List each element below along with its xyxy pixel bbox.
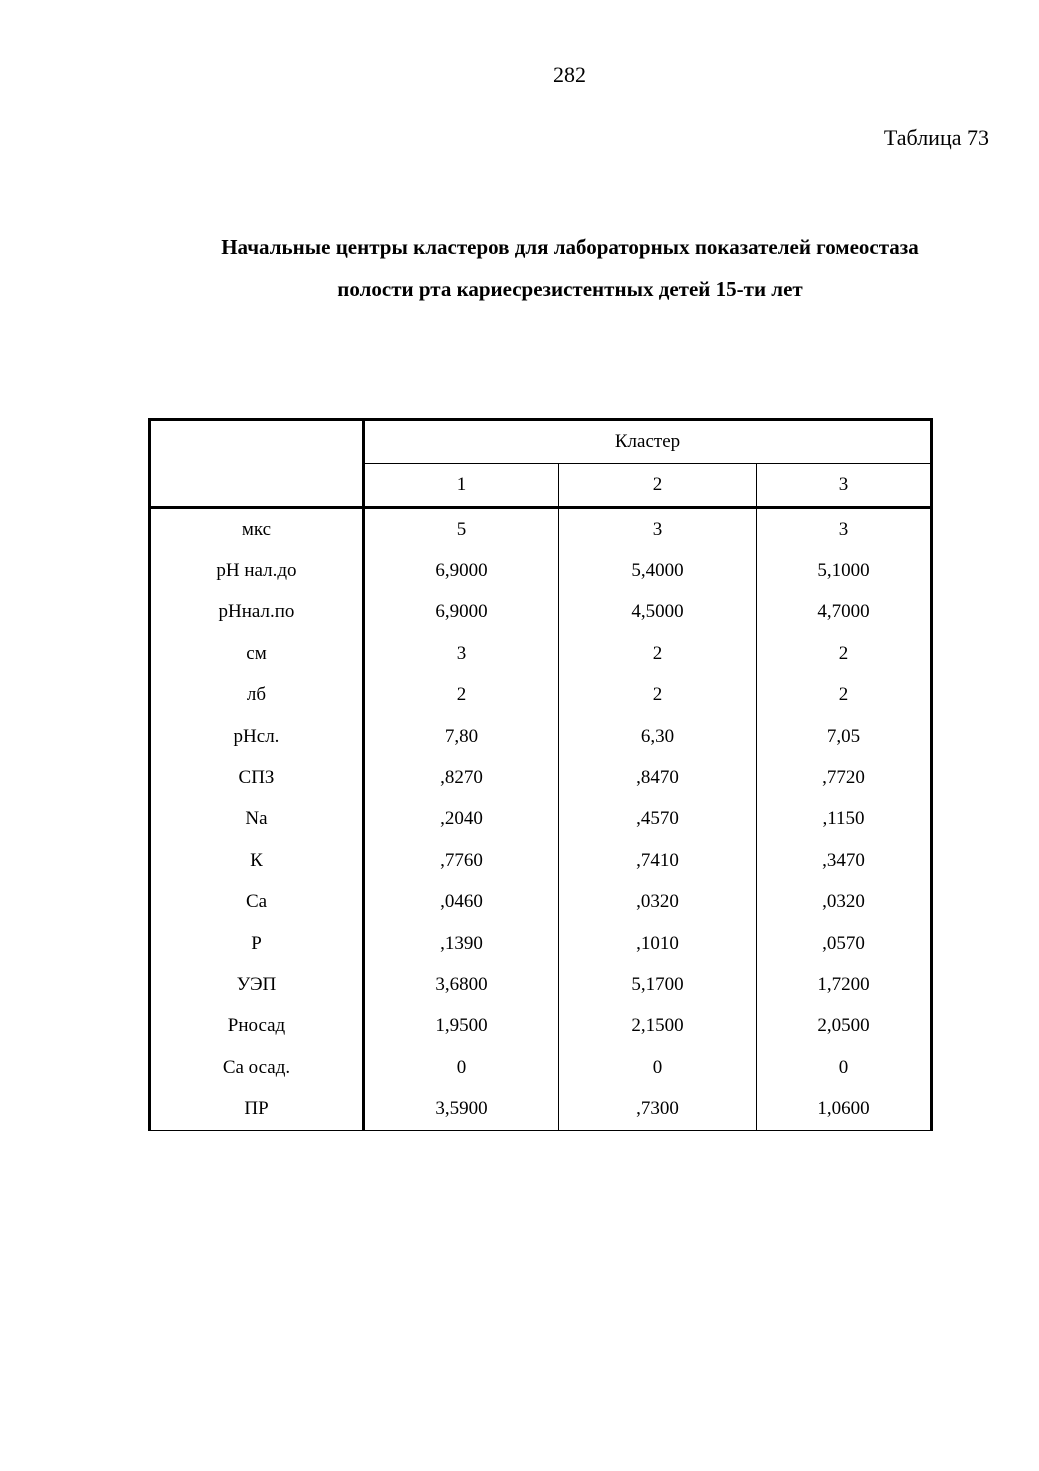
row-label: рН нал.до [150, 550, 364, 591]
row-label: рНнал.по [150, 592, 364, 633]
row-label: К [150, 840, 364, 881]
table-row [150, 882, 932, 923]
cell-cluster-1: ,8270 [364, 757, 559, 798]
cell-cluster-2: ,1010 [559, 923, 757, 964]
cell-cluster-3: ,3470 [757, 840, 932, 881]
cell-cluster-1: 1,9500 [364, 1006, 559, 1047]
row-label: Рносад [150, 1006, 364, 1047]
table-row [150, 757, 932, 798]
cell-cluster-3: 0 [757, 1047, 932, 1088]
table-row [150, 508, 932, 551]
row-label: см [150, 633, 364, 674]
cell-cluster-2: 5,4000 [559, 550, 757, 591]
corner-header-cell [150, 420, 364, 508]
cell-cluster-1: 7,80 [364, 716, 559, 757]
table-title [100, 226, 1039, 310]
cell-cluster-3: ,0320 [757, 882, 932, 923]
table-row [150, 1006, 932, 1047]
cell-cluster-1: ,1390 [364, 923, 559, 964]
table-row [150, 716, 932, 757]
cluster-centers-table [148, 418, 933, 1131]
cell-cluster-2: 2 [559, 633, 757, 674]
cell-cluster-2: 4,5000 [559, 592, 757, 633]
cell-cluster-3: 2 [757, 675, 932, 716]
cell-cluster-2: ,0320 [559, 882, 757, 923]
cell-cluster-3: ,1150 [757, 799, 932, 840]
table-row [150, 923, 932, 964]
table-row [150, 592, 932, 633]
cell-cluster-2: ,7410 [559, 840, 757, 881]
title-line-2: полости рта кариесрезистентных детей 15-ти лет [337, 277, 803, 301]
cell-cluster-2: 5,1700 [559, 964, 757, 1005]
cell-cluster-1: 3 [364, 633, 559, 674]
cell-cluster-3: 1,7200 [757, 964, 932, 1005]
cell-cluster-1: ,0460 [364, 882, 559, 923]
table-body [150, 508, 932, 1131]
row-label: УЭП [150, 964, 364, 1005]
table-label: Таблица 73 [883, 125, 989, 150]
row-label: Na [150, 799, 364, 840]
table-row [150, 799, 932, 840]
cell-cluster-3: 1,0600 [757, 1088, 932, 1130]
column-header-2: 2 [559, 464, 757, 508]
page-number: 282 [553, 62, 586, 87]
row-label: СПЗ [150, 757, 364, 798]
column-header-1: 1 [364, 464, 559, 508]
table-row [150, 633, 932, 674]
cell-cluster-1: 3,6800 [364, 964, 559, 1005]
cell-cluster-2: 3 [559, 508, 757, 551]
cell-cluster-2: 2,1500 [559, 1006, 757, 1047]
cell-cluster-3: 2 [757, 633, 932, 674]
table-row [150, 840, 932, 881]
table-row [150, 1047, 932, 1088]
row-label: ПР [150, 1088, 364, 1130]
cell-cluster-3: 2,0500 [757, 1006, 932, 1047]
cell-cluster-3: ,0570 [757, 923, 932, 964]
cell-cluster-3: 4,7000 [757, 592, 932, 633]
cell-cluster-3: 5,1000 [757, 550, 932, 591]
row-label: Са осад. [150, 1047, 364, 1088]
row-label: мкс [150, 508, 364, 551]
cell-cluster-1: 5 [364, 508, 559, 551]
cell-cluster-1: ,7760 [364, 840, 559, 881]
cell-cluster-2: ,4570 [559, 799, 757, 840]
cell-cluster-2: ,8470 [559, 757, 757, 798]
cell-cluster-2: 2 [559, 675, 757, 716]
cell-cluster-1: ,2040 [364, 799, 559, 840]
cell-cluster-1: 6,9000 [364, 592, 559, 633]
cell-cluster-3: ,7720 [757, 757, 932, 798]
table-row [150, 964, 932, 1005]
cell-cluster-3: 3 [757, 508, 932, 551]
cell-cluster-1: 2 [364, 675, 559, 716]
cell-cluster-1: 0 [364, 1047, 559, 1088]
cell-cluster-1: 3,5900 [364, 1088, 559, 1130]
cluster-group-header: Кластер [364, 420, 932, 464]
cell-cluster-2: ,7300 [559, 1088, 757, 1130]
cell-cluster-3: 7,05 [757, 716, 932, 757]
cell-cluster-2: 6,30 [559, 716, 757, 757]
row-label: лб [150, 675, 364, 716]
cell-cluster-1: 6,9000 [364, 550, 559, 591]
cell-cluster-2: 0 [559, 1047, 757, 1088]
table-row [150, 550, 932, 591]
table-row [150, 1088, 932, 1130]
row-label: Са [150, 882, 364, 923]
column-header-3: 3 [757, 464, 932, 508]
row-label: Р [150, 923, 364, 964]
table-row [150, 675, 932, 716]
row-label: рНсл. [150, 716, 364, 757]
title-line-1: Начальные центры кластеров для лабораторных показателей гомеостаза [221, 235, 919, 259]
